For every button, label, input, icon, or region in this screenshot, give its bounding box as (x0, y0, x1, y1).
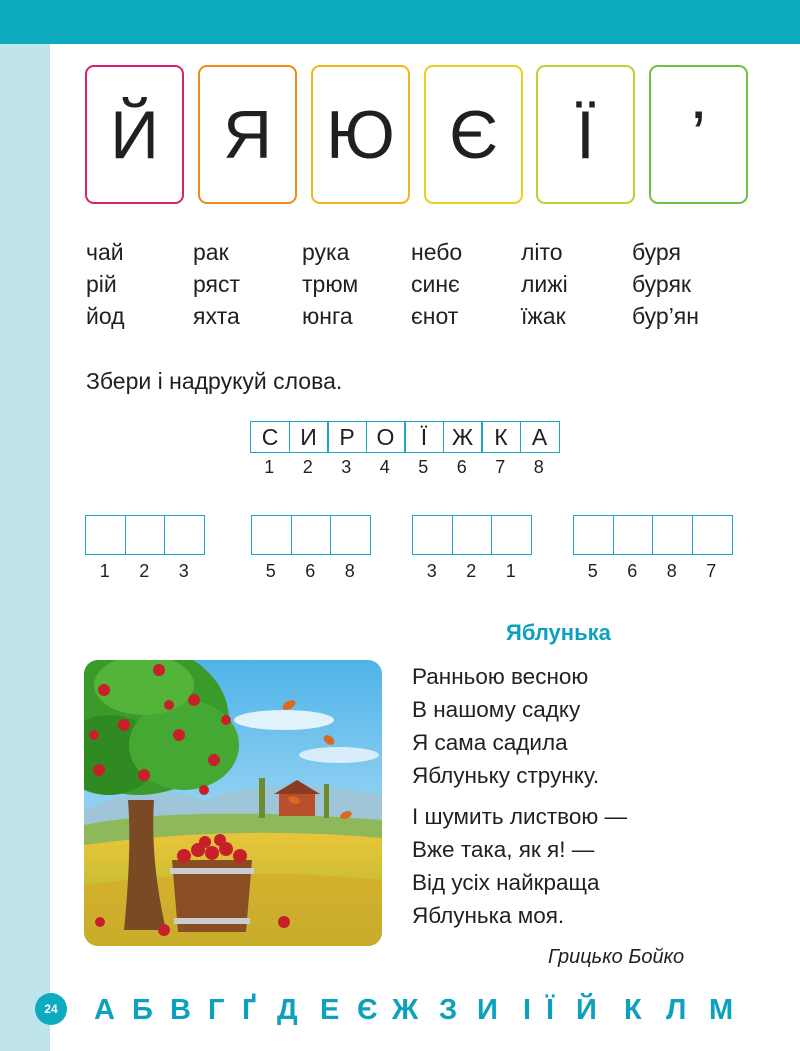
letter-card-yi-short (85, 65, 184, 204)
slot-number: 3 (178, 561, 189, 581)
letter-cell: Ї (404, 421, 444, 453)
answer-box[interactable] (573, 515, 614, 555)
letter-cell: К (481, 421, 521, 453)
letter-cards-row (85, 65, 748, 208)
word-column (193, 236, 303, 332)
position-number: 8 (533, 457, 544, 477)
word-column (86, 236, 196, 332)
poem-author: Грицько Бойко (548, 946, 685, 968)
word-column (411, 236, 521, 332)
word: літо (521, 239, 563, 265)
top-banner (0, 0, 800, 44)
answer-box[interactable] (613, 515, 654, 555)
position-number: 7 (495, 457, 506, 477)
poem-text (412, 660, 627, 932)
side-margin-band (0, 44, 50, 1051)
letter-card-yu (311, 65, 410, 204)
word: синє (411, 271, 460, 297)
alphabet-letter: Г (208, 994, 225, 1026)
slot-number: 8 (344, 561, 355, 581)
slot-number: 1 (99, 561, 110, 581)
alphabet-letter: А (94, 994, 115, 1026)
letter-cell: Ж (443, 421, 483, 453)
word-column (632, 236, 742, 332)
word-column (521, 236, 631, 332)
word: їжак (521, 303, 566, 329)
letter-card-yi (536, 65, 635, 204)
alphabet-letter: Б (132, 994, 153, 1026)
slot-number: 6 (305, 561, 316, 581)
poem-title: Яблунька (506, 620, 611, 645)
word: юнга (302, 303, 353, 329)
letter-cell: Р (327, 421, 367, 453)
word: буряк (632, 271, 691, 297)
alphabet-letter: Ґ (242, 994, 257, 1026)
slot-number: 1 (505, 561, 516, 581)
word: чай (86, 239, 124, 265)
letter-card-text: ’ (690, 96, 707, 173)
alphabet-letter: В (170, 994, 191, 1026)
answer-box[interactable] (412, 515, 453, 555)
letter-cell: И (289, 421, 329, 453)
word: бур’ян (632, 303, 699, 329)
alphabet-letter: К (624, 994, 642, 1026)
exercise-instruction: Збери і надрукуй слова. (86, 368, 343, 394)
word: ряст (193, 271, 241, 297)
answer-slot-group-2 (251, 515, 371, 582)
answer-box[interactable] (452, 515, 493, 555)
alphabet-letter: И (477, 994, 498, 1026)
word: єнот (411, 303, 459, 329)
position-number: 5 (418, 457, 429, 477)
alphabet-letter: Е (320, 994, 340, 1026)
letter-card-ye (424, 65, 523, 204)
alphabet-letter: Л (666, 994, 687, 1026)
word-column (302, 236, 412, 332)
slot-number: 3 (426, 561, 437, 581)
answer-box[interactable] (85, 515, 126, 555)
poem-line: І шумить листвою — (412, 804, 627, 829)
letter-card-text: Я (222, 96, 273, 173)
answer-box[interactable] (291, 515, 332, 555)
letter-card-text: Ю (326, 96, 395, 173)
letter-cell: А (520, 421, 560, 453)
slot-number: 8 (666, 561, 677, 581)
poem-line: Я сама садила (412, 730, 568, 755)
poem-line: Вже така, як я! — (412, 837, 595, 862)
word: небо (411, 239, 463, 265)
slot-number: 5 (587, 561, 598, 581)
poem-line: Яблуньку струнку. (412, 763, 600, 788)
alphabet-letter: І (523, 994, 532, 1026)
answer-slot-group-4 (573, 515, 733, 582)
slot-number: 2 (466, 561, 477, 581)
word: йод (86, 303, 125, 329)
answer-box[interactable] (491, 515, 532, 555)
word: лижі (521, 271, 568, 297)
letter-cell: С (250, 421, 290, 453)
answer-slot-group-1 (85, 515, 205, 582)
alphabet-letter: Є (357, 994, 378, 1026)
letter-card-ya (198, 65, 297, 204)
word: рак (193, 239, 229, 265)
letter-cell: О (366, 421, 406, 453)
poem-line: Яблунька моя. (412, 903, 565, 928)
word: рій (86, 271, 117, 297)
alphabet-letter: З (439, 994, 458, 1026)
position-number: 4 (379, 457, 390, 477)
answer-box[interactable] (164, 515, 205, 555)
slot-number: 7 (706, 561, 717, 581)
word: рука (302, 239, 350, 265)
answer-box[interactable] (692, 515, 733, 555)
slot-number: 5 (265, 561, 276, 581)
alphabet-letter: М (709, 994, 734, 1026)
poem-line: Ранньою весною (412, 664, 589, 689)
apple-tree-illustration (84, 660, 382, 946)
position-number: 3 (341, 457, 352, 477)
alphabet-strip (94, 992, 754, 1028)
slot-number: 2 (139, 561, 150, 581)
slot-number: 6 (627, 561, 638, 581)
position-number: 6 (456, 457, 467, 477)
letter-card-apostrophe (649, 65, 748, 204)
answer-box[interactable] (125, 515, 166, 555)
word: яхта (193, 303, 240, 329)
answer-box[interactable] (652, 515, 693, 555)
word: трюм (302, 271, 359, 297)
position-number: 1 (264, 457, 275, 477)
letter-card-text: Й (110, 96, 159, 173)
alphabet-letter: Д (277, 994, 298, 1026)
poem-line: Від усіх найкраща (412, 870, 600, 895)
letter-card-text: Є (449, 96, 498, 173)
poem-line: В нашому садку (412, 697, 581, 722)
source-word-grid (250, 421, 560, 478)
alphabet-letter: Ж (392, 994, 419, 1026)
alphabet-letter: Ї (546, 994, 555, 1026)
answer-slot-group-3 (412, 515, 532, 582)
answer-box[interactable] (330, 515, 371, 555)
answer-box[interactable] (251, 515, 292, 555)
word-columns (86, 236, 766, 346)
position-number: 2 (302, 457, 313, 477)
alphabet-letter: Й (576, 994, 597, 1026)
page-number-badge: 24 (35, 993, 67, 1025)
letter-card-text: Ї (576, 96, 595, 173)
word: буря (632, 239, 681, 265)
